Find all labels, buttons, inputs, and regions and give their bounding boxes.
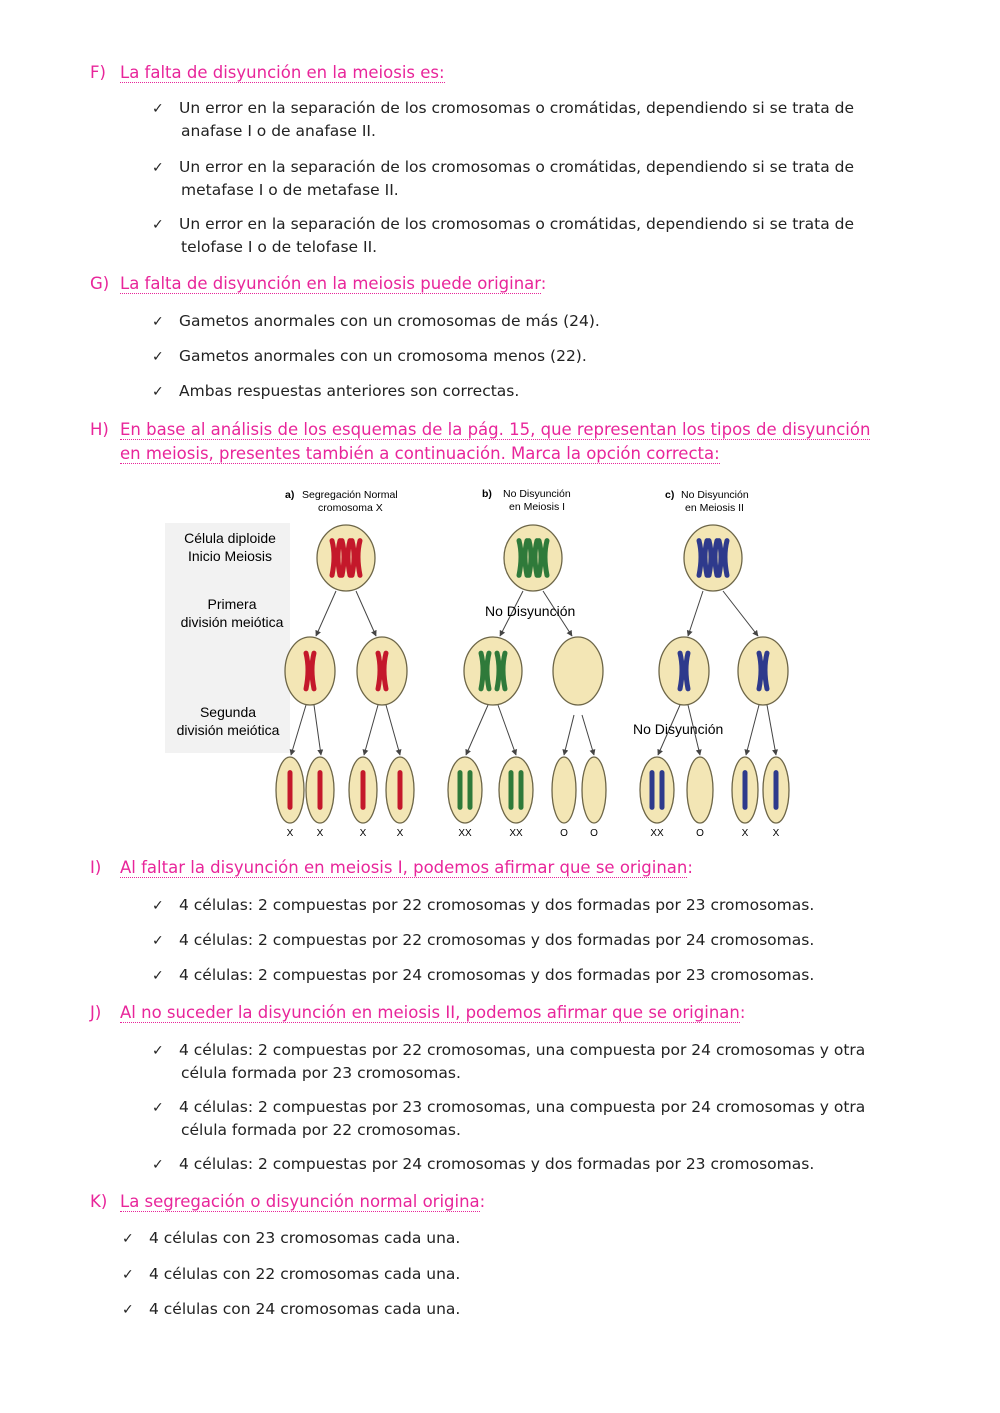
option-i3[interactable]: ✓ 4 células: 2 compuestas por 24 cromosomas y dos formadas por 23 cromosomas. xyxy=(152,964,912,987)
division-arrow xyxy=(364,705,378,755)
check-icon: ✓ xyxy=(152,160,164,176)
panel-c-title xyxy=(665,489,749,514)
question-letter: H) xyxy=(90,420,109,439)
option-g1[interactable]: ✓ Gametos anormales con un cromosomas de más (24). xyxy=(152,310,912,333)
cell-b-m1-right xyxy=(553,637,603,705)
question-letter: I) xyxy=(90,858,102,877)
division-arrow xyxy=(498,705,516,755)
gamete-a-2 xyxy=(306,757,334,823)
question-f-title xyxy=(90,61,445,85)
svg-text:cromosoma X: cromosoma X xyxy=(318,502,383,514)
question-g-title: G) La falta de disyunción en la meiosis puede originar: xyxy=(90,272,546,296)
option-k3[interactable]: ✓ 4 células con 24 cromosomas cada una. xyxy=(122,1298,882,1321)
option-i2[interactable]: ✓ 4 células: 2 compuestas por 22 cromosomas y dos formadas por 24 cromosomas. xyxy=(152,929,912,952)
division-arrow xyxy=(291,705,306,755)
cell-c-parent xyxy=(684,525,742,591)
check-icon: ✓ xyxy=(122,1231,134,1247)
division-arrow xyxy=(688,591,703,636)
check-icon: ✓ xyxy=(122,1267,134,1283)
question-text: Al no suceder la disyunción en meiosis II, podemos afirmar que se originan xyxy=(120,1003,740,1022)
option-j1[interactable]: ✓ 4 células: 2 compuestas por 22 cromosomas, una compuesta por 24 cromosomas y otra célula formada por 23 cromosomas. xyxy=(152,1041,866,1082)
question-letter: K) xyxy=(90,1192,108,1211)
svg-text:a): a) xyxy=(285,489,295,501)
question-letter: G) xyxy=(90,274,110,293)
gamete-label: O xyxy=(696,828,704,839)
gamete-label: X xyxy=(286,828,294,839)
gamete-label: X xyxy=(359,828,367,839)
option-i1[interactable]: ✓ 4 células: 2 compuestas por 22 cromosomas y dos formadas por 23 cromosomas. xyxy=(152,894,912,917)
svg-text:Segunda: Segunda xyxy=(199,704,257,720)
svg-text:Célula diploide: Célula diploide xyxy=(184,530,276,546)
gamete-a-3 xyxy=(349,757,377,823)
gamete-label: O xyxy=(590,828,598,839)
question-i-title: I) Al faltar la disyunción en meiosis I, podemos afirmar que se originan: xyxy=(90,856,693,880)
cell-b-parent xyxy=(504,525,562,591)
division-arrow xyxy=(316,591,336,636)
question-text: La segregación o disyunción normal origina xyxy=(120,1192,480,1211)
svg-text:Primera: Primera xyxy=(207,596,257,612)
svg-text:No Disyunción: No Disyunción xyxy=(681,489,749,501)
gamete-label: X xyxy=(396,828,404,839)
cell-b-m1-left xyxy=(464,637,522,705)
gamete-label: X xyxy=(316,828,324,839)
question-k-title: K) La segregación o disyunción normal origina: xyxy=(90,1190,485,1214)
division-arrow xyxy=(386,705,400,755)
check-icon: ✓ xyxy=(152,217,164,233)
question-text: La falta de disyunción en la meiosis puede originar xyxy=(120,274,541,293)
gamete-label: XX xyxy=(650,828,664,839)
panel-b-title xyxy=(482,488,571,513)
division-arrow xyxy=(314,705,321,755)
option-k1[interactable]: ✓ 4 células con 23 cromosomas cada una. xyxy=(122,1227,882,1250)
option-j3[interactable]: ✓ 4 células: 2 compuestas por 24 cromosomas y dos formadas por 23 cromosomas. xyxy=(152,1153,912,1176)
svg-text:b): b) xyxy=(482,488,492,500)
svg-text:Segregación Normal: Segregación Normal xyxy=(302,489,398,501)
option-f3[interactable]: ✓ Un error en la separación de los cromosomas o cromátidas, dependiendo si se trata de telofase I o de telofase II. xyxy=(152,215,855,256)
gamete-label: XX xyxy=(509,828,523,839)
check-icon: ✓ xyxy=(152,384,164,400)
division-arrow xyxy=(582,715,594,755)
svg-text:división meiótica: división meiótica xyxy=(176,722,280,738)
cell-a-parent xyxy=(317,525,375,591)
check-icon: ✓ xyxy=(152,898,164,914)
gamete-c-2 xyxy=(687,757,713,823)
division-arrow xyxy=(767,705,776,755)
gamete-b-3 xyxy=(552,757,576,823)
division-arrow xyxy=(723,591,758,636)
check-icon: ✓ xyxy=(152,968,164,984)
svg-text:en Meiosis II: en Meiosis II xyxy=(685,502,744,514)
nondisjunction-label-meiosis-2: No Disyunción xyxy=(633,721,724,737)
panel-a-title xyxy=(285,489,398,514)
check-icon: ✓ xyxy=(152,101,164,117)
gamete-b-2 xyxy=(499,757,533,823)
option-g3[interactable]: ✓ Ambas respuestas anteriores son correctas. xyxy=(152,380,912,403)
gamete-label: X xyxy=(772,828,780,839)
nondisjunction-label-meiosis-1: No Disyunción xyxy=(485,603,576,619)
check-icon: ✓ xyxy=(152,1157,164,1173)
question-j-title: J) Al no suceder la disyunción en meiosis II, podemos afirmar que se originan: xyxy=(90,1001,745,1025)
check-icon: ✓ xyxy=(152,1100,164,1116)
gamete-c-4 xyxy=(763,757,789,823)
svg-text:división meiótica: división meiótica xyxy=(180,614,284,630)
option-f2[interactable]: ✓ Un error en la separación de los cromosomas o cromátidas, dependiendo si se trata de metafase I o de metafase II. xyxy=(152,158,855,199)
check-icon: ✓ xyxy=(152,933,164,949)
option-j2[interactable]: ✓ 4 células: 2 compuestas por 23 cromosomas, una compuesta por 24 cromosomas y otra célula formada por 22 cromosomas. xyxy=(152,1098,866,1139)
gamete-c-1 xyxy=(640,757,674,823)
gamete-c-3 xyxy=(732,757,758,823)
gamete-b-1 xyxy=(448,757,482,823)
svg-text:No Disyunción: No Disyunción xyxy=(503,488,571,500)
question-letter: J) xyxy=(90,1003,102,1022)
gamete-label: O xyxy=(560,828,568,839)
cell-a-m1-left xyxy=(285,637,335,705)
meiosis-nondisjunction-figure xyxy=(160,478,810,848)
question-text: La falta de disyunción en la meiosis es: xyxy=(120,63,445,82)
cell-c-m1-right xyxy=(738,637,788,705)
division-arrow xyxy=(564,715,574,755)
division-arrow xyxy=(466,705,488,755)
svg-text:c): c) xyxy=(665,489,675,501)
option-k2[interactable]: ✓ 4 células con 22 cromosomas cada una. xyxy=(122,1263,882,1286)
gamete-label: X xyxy=(741,828,749,839)
check-icon: ✓ xyxy=(152,1043,164,1059)
gamete-a-1 xyxy=(276,757,304,823)
svg-text:Inicio Meiosis: Inicio Meiosis xyxy=(187,548,273,564)
cell-c-m1-left xyxy=(659,637,709,705)
check-icon: ✓ xyxy=(152,349,164,365)
check-icon: ✓ xyxy=(152,314,164,330)
cell-a-m1-right xyxy=(357,637,407,705)
gamete-a-4 xyxy=(386,757,414,823)
division-arrow xyxy=(356,591,376,636)
division-arrow xyxy=(746,705,759,755)
option-g2[interactable]: ✓ Gametos anormales con un cromosoma menos (22). xyxy=(152,345,912,368)
question-letter: F) xyxy=(90,63,106,82)
svg-text:en Meiosis I: en Meiosis I xyxy=(509,501,566,513)
option-f1[interactable]: ✓ Un error en la separación de los cromosomas o cromátidas, dependiendo si se trata de anafase I o de anafase II. xyxy=(152,99,855,140)
question-text: Al faltar la disyunción en meiosis I, podemos afirmar que se originan xyxy=(120,858,688,877)
check-icon: ✓ xyxy=(122,1302,134,1318)
question-h-title: H) En base al análisis de los esquemas de la pág. 15, que representan los tipos de disyunción en meiosis, presentes también a continuación. Marca la opción correcta: xyxy=(90,420,871,463)
gamete-label: XX xyxy=(458,828,472,839)
gamete-b-4 xyxy=(582,757,606,823)
